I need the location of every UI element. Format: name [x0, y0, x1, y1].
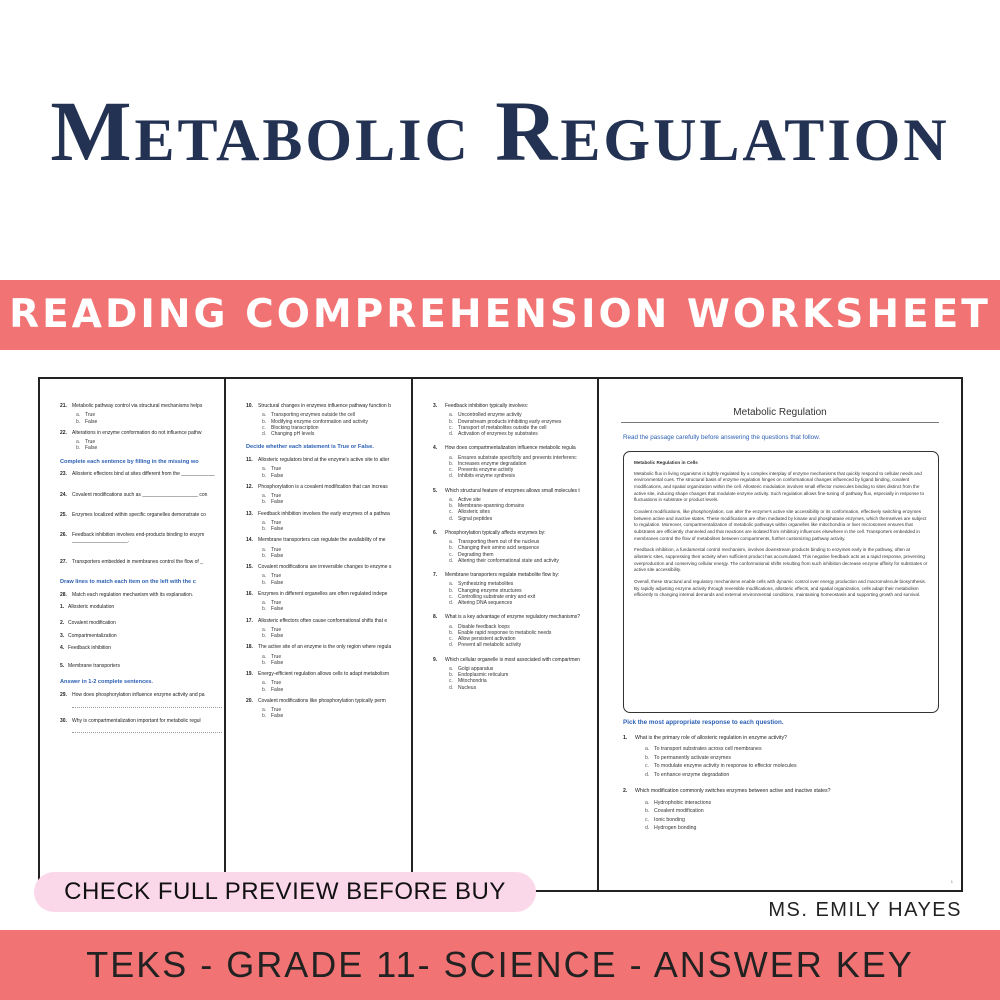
- option-true: a. True: [262, 573, 282, 580]
- section-true-false-heading: Decide whether each statement is True or False.: [246, 444, 374, 451]
- answer-option: b. Downstream products inhibiting early enzymes: [449, 418, 562, 425]
- answer-option: c. Transport of metabolites outside the cell: [449, 424, 547, 431]
- answer-option: b. Increases enzyme degradation: [449, 460, 527, 467]
- option-true: a. True: [262, 680, 282, 687]
- question-10: 10. Structural changes in enzymes influence pathway function b a. Transporting enzymes outside the cell b. Modifying enzyme conformation and activity c. Blocking transcription d. Changing pH levels: [246, 403, 391, 437]
- answer-option: a. Ensures substrate specificity and prevents interferenc: [449, 454, 577, 461]
- answer-option: c. Controlling substrate entry and exit: [449, 593, 536, 600]
- answer-option: a. Synthesizing metabolites: [449, 581, 514, 588]
- passage-title: Metabolic Regulation in Cells: [634, 460, 698, 465]
- match-item: 3. Compartmentalization: [60, 632, 117, 639]
- answer-option: a. Disable feedback loops: [449, 623, 510, 630]
- worksheet-page-3: [411, 377, 611, 892]
- answer-option: c. Allow persistent activation: [449, 636, 516, 642]
- author-name: MS. EMILY HAYES: [768, 899, 962, 921]
- question-22: 22. Alterations in enzyme conformation do not influence pathw a. True b. False: [60, 429, 202, 452]
- question-26: 26. Feedback inhibition involves end-products binding to enzym ____________________.: [60, 532, 205, 545]
- option-true: a. True: [262, 493, 282, 500]
- question-2: 2. Which modification commonly switches enzymes between active and inactive states? a. Hydrophobic interactions b. Covalent modification c. Ionic bonding d. Hydrogen bonding: [623, 788, 831, 832]
- passage-paragraph: Feedback inhibition, a fundamental control mechanism, involves downstream products binding to enzymes early in the pathway, often at allosteric sites, suppressing their activity when sufficient product has accumulated. This negative feedback acts as a rapid response, preventing overproduction and conserving cellular energy. The conformational shifts resulting from such inhibition decrease enzyme affinity for substrates or active site accessibility.: [634, 547, 928, 573]
- answer-option: b. Endoplasmic reticulum: [449, 672, 509, 678]
- page-number: 1: [950, 879, 953, 884]
- answer-option: c. Prevents enzyme activity: [449, 467, 514, 473]
- answer-option: a. Golgi apparatus: [449, 665, 494, 672]
- footer-banner: TEKS - GRADE 11- SCIENCE - ANSWER KEY: [0, 930, 1000, 1000]
- true-false-question: 13. Feedback inhibition involves the early enzymes of a pathwa a. True b. False: [246, 511, 418, 533]
- true-false-question: 19. Energy-efficient regulation allows cells to adapt metabolism a. True b. False: [246, 671, 418, 693]
- true-false-question: 12. Phosphorylation is a covalent modification that can increas a. True b. False: [246, 484, 418, 506]
- passage-paragraph: Metabolic flux in living organisms is tightly regulated by a complex interplay of enzyme mechanisms that quickly respond to cellular needs and environmental cues. The structural basis of enzyme regulation hinges on conformational changes influenced by ligand binding, covalent modifications, and spatial organization within the cell. Allosteric modulation involves small effector molecules binding to sites distinct from the active site, inducing shape changes that modulate enzyme activity. Such regulation allows fine-tuning of pathway flux, especially in response to fluctuations in substrate or product levels.: [634, 470, 924, 503]
- question-30: 30. Why is compartmentalization important for metabolic regul: [60, 717, 201, 724]
- reading-passage: [623, 451, 939, 713]
- section-match-heading: Draw lines to match each item on the left with the c: [60, 578, 196, 585]
- mc-heading: Pick the most appropriate response to each question.: [623, 719, 784, 726]
- question-25: 25. Enzymes localized within specific organelles demonstrate co: [60, 511, 206, 518]
- worksheet-page-4: [597, 377, 963, 892]
- answer-option: b. Changing their amino acid sequence: [449, 545, 540, 552]
- mc-question: 5. Which structural feature of enzymes allows small molecules t a. Active site b. Membrane-spanning domains c. Allosteric sites d. Signal peptides: [433, 488, 605, 522]
- answer-option: b. Enable rapid response to metabolic needs: [449, 629, 552, 636]
- true-false-question: 20. Covalent modifications like phosphorylation typically perm a. True b. False: [246, 698, 418, 720]
- question-1: 1. What is the primary role of allosteric regulation in enzyme activity? a. To transport substrates across cell membranes b. To permanently activate enzymes c. To modulate enzyme activity in response to effector molecules d. To enhance enzyme degradation: [623, 734, 797, 778]
- worksheet-banner: READING COMPREHENSION WORKSHEET: [0, 280, 1000, 350]
- answer-option: c. Allosteric sites: [449, 509, 490, 516]
- option-false: b. False: [262, 499, 284, 506]
- option-false: b. False: [262, 552, 284, 559]
- question-21: 21. Metabolic pathway control via structural mechanisms helps a. True b. False: [60, 403, 203, 425]
- answer-option: d. Altering their conformational state and activity: [449, 557, 559, 564]
- true-false-question: 17. Allosteric effectors often cause conformational shifts that e a. True b. False: [246, 618, 418, 640]
- option-false: b. False: [262, 606, 284, 613]
- option-true: a. True: [262, 653, 282, 660]
- option-false: b. False: [262, 713, 284, 720]
- multiple-choice-list: [433, 403, 605, 699]
- option-false: b. False: [262, 579, 284, 586]
- question-27: 27. Transporters embedded in membranes control the flow of _: [60, 558, 203, 565]
- mc-question: 4. How does compartmentalization influence metabolic regula a. Ensures substrate specificity and prevents interferenc b. Increases enzyme degradation c. Prevents enzyme activity d. Inhibits enzyme synthesis: [433, 445, 605, 479]
- question-23: 23. Allosteric effectors bind at sites different from the ____________: [60, 471, 215, 478]
- answer-option: d. Signal peptides: [449, 515, 493, 522]
- answer-option: d. Nucleus: [449, 684, 477, 691]
- true-false-question: 18. The active site of an enzyme is the only region where regula a. True b. False: [246, 644, 418, 666]
- option-false: b. False: [262, 659, 284, 666]
- true-false-question: 15. Covalent modifications are irreversible changes to enzyme s a. True b. False: [246, 564, 418, 586]
- option-false: b. False: [262, 526, 284, 533]
- worksheet-page-1: [38, 377, 238, 892]
- preview-notice: CHECK FULL PREVIEW BEFORE BUY: [34, 872, 536, 912]
- worksheet-heading: Metabolic Regulation: [733, 407, 827, 418]
- answer-option: a. Active site: [449, 496, 481, 503]
- mc-question: 8. What is a key advantage of enzyme regulatory mechanisms? a. Disable feedback loops b. Enable rapid response to metabolic needs c. Allow persistent activation d. Prevent all metabolic activity: [433, 614, 605, 648]
- option-false: b. False: [262, 472, 284, 479]
- main-title: Metabolic Regulation: [50, 83, 950, 179]
- section-complete-heading: Complete each sentence by filling in the missing wo: [60, 458, 199, 465]
- match-item: 4. Feedback inhibition: [60, 644, 112, 651]
- answer-option: d. Altering DNA sequences: [449, 600, 513, 606]
- mc-question: 7. Membrane transporters regulate metabolite flow by: a. Synthesizing metabolites b. Changing enzyme structures c. Controlling substrate entry and exit d. Altering DNA sequences: [433, 572, 605, 606]
- option-true: a. True: [262, 546, 282, 553]
- section-answer-heading: Answer in 1-2 complete sentences.: [60, 679, 153, 686]
- heading-rule: [621, 422, 939, 423]
- answer-option: c. Degrading them: [449, 551, 494, 558]
- mc-question: 3. Feedback inhibition typically involves: a. Uncontrolled enzyme activity b. Downstream products inhibiting early enzymes c. Transport of metabolites outside the cell d. Activation of enzymes by substrates: [433, 403, 605, 437]
- passage-paragraph: Overall, these structural and regulatory mechanisms enable cells with dynamic control over energy production and macromolecule biosynthesis. By rapidly adjusting enzyme activity through reversible modifications, allosteric effects, and spatial organization, cells adapt their metabolism efficiently to changing internal demands and external environmental conditions, maintaining homeostasis and supporting growth and survival.: [634, 578, 927, 598]
- true-false-list: [246, 457, 418, 720]
- answer-option: c. Mitochondria: [449, 678, 487, 685]
- answer-option: d. Prevent all metabolic activity: [449, 642, 522, 649]
- match-item: 2. Covalent modification: [60, 620, 116, 627]
- option-false: b. False: [262, 633, 284, 640]
- worksheet-page-2: [224, 377, 424, 892]
- passage-paragraph: Covalent modifications, like phosphorylation, can alter the enzyme's active site accessibility or its conformation, effectively switching enzymes between active and inactive states. These modifications are often mediated by kinase and phosphatase enzymes, which themselves are subject to regulation. Moreover, compartmentalization of metabolic pathways within organelles like mitochondria or liver microsomes ensures that substrates are efficiently channeled and that reactions are isolated from inhibitory influences elsewhere in the cell. Transporters embedded in membranes control the flow of metabolites between compartments, further customizing pathway activity.: [634, 508, 927, 541]
- answer-option: d. Activation of enzymes by substrates: [449, 431, 538, 437]
- reading-instructions: Read the passage carefully before answering the questions that follow.: [623, 434, 821, 441]
- true-false-question: 11. Allosteric regulators bind at the enzyme's active site to alter a. True b. False: [246, 457, 418, 479]
- option-false: b. False: [262, 686, 284, 693]
- answer-line: [72, 707, 222, 708]
- question-28: 28. Match each regulation mechanism with its explanation.: [60, 591, 194, 598]
- answer-option: b. Membrane-spanning domains: [449, 503, 525, 509]
- true-false-question: 14. Membrane transporters can regulate the availability of me a. True b. False: [246, 537, 418, 559]
- option-true: a. True: [262, 466, 282, 473]
- match-item: 1. Allosteric modulation: [60, 604, 115, 611]
- answer-option: d. Inhibits enzyme synthesis: [449, 473, 515, 480]
- answer-line: [72, 732, 222, 733]
- true-false-question: 16. Enzymes in different organelles are often regulated indepe a. True b. False: [246, 591, 418, 613]
- answer-option: b. Changing enzyme structures: [449, 587, 522, 594]
- answer-option: a. Transporting them out of the nucleus: [449, 539, 540, 545]
- option-true: a. True: [262, 600, 282, 607]
- option-true: a. True: [262, 519, 282, 526]
- option-true: a. True: [262, 626, 282, 633]
- question-24: 24. Covalent modifications such as ____________________ con: [60, 491, 208, 498]
- mc-question: 9. Which cellular organelle is most associated with compartmen a. Golgi apparatus b. Endoplasmic reticulum c. Mitochondria d. Nucleus: [433, 657, 605, 691]
- mc-question: 6. Phosphorylation typically affects enzymes by: a. Transporting them out of the nucleus b. Changing their amino acid sequence c. Degrading them d. Altering their conformational state and activity: [433, 530, 605, 564]
- match-item: 5. Membrane transporters: [60, 663, 120, 670]
- answer-option: a. Uncontrolled enzyme activity: [449, 412, 522, 419]
- option-true: a. True: [262, 707, 282, 714]
- question-29: 29. How does phosphorylation influence enzyme activity and pa: [60, 692, 205, 699]
- multiple-choice-section: [623, 719, 943, 837]
